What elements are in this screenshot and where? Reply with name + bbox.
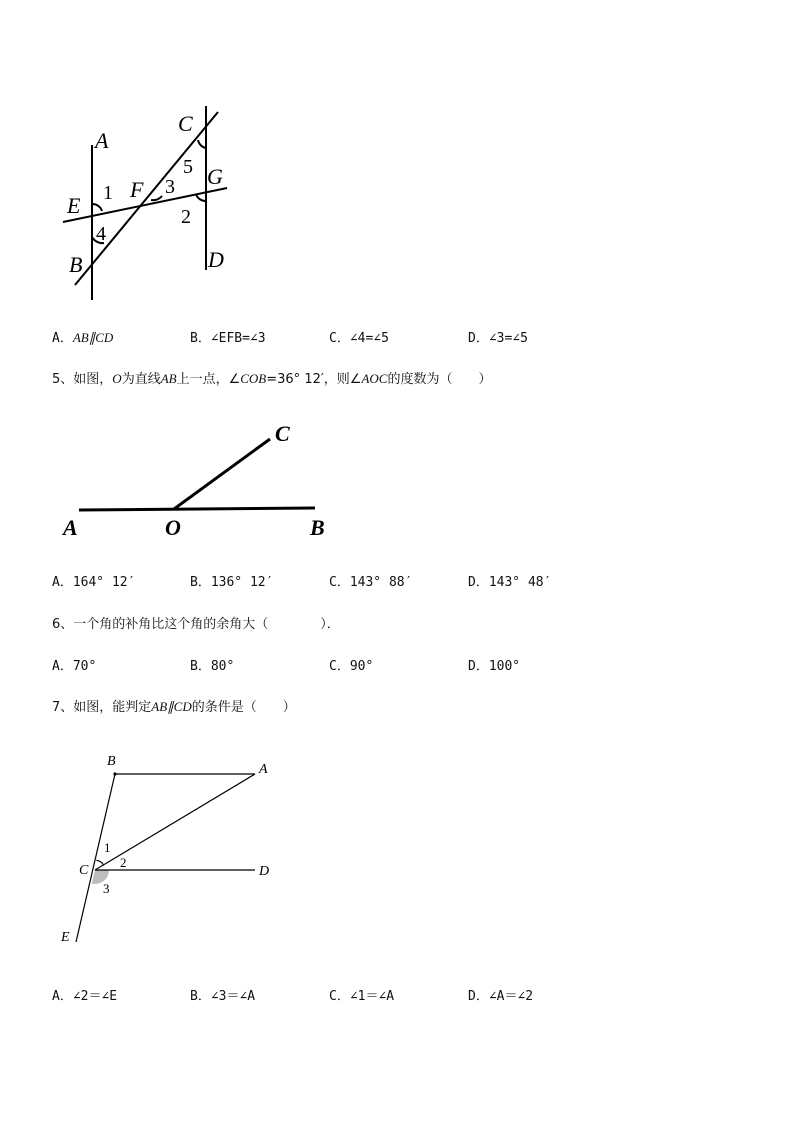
q4-options [52, 327, 612, 345]
angle-3-arc [151, 196, 162, 200]
label-a: A [63, 515, 78, 540]
label-e: E [61, 930, 70, 945]
angle-4-label: 4 [96, 223, 106, 245]
q7-figure [55, 748, 285, 948]
q7-option-d[interactable]: D．∠A＝∠2 [468, 989, 534, 1004]
q5-option-b[interactable]: B．136° 12′ [190, 575, 274, 590]
line-eg [63, 188, 227, 222]
label-c: C [275, 421, 290, 446]
q6-option-b[interactable]: B．80° [190, 659, 235, 674]
q5-option-c[interactable]: C．143° 88′ [329, 575, 413, 590]
q4-option-a[interactable]: A．AB∥CD [52, 330, 114, 346]
q5-option-d[interactable]: D．143° 48′ [468, 575, 552, 590]
q5-options [52, 571, 612, 589]
ray-oc [174, 439, 270, 509]
point-b [113, 772, 116, 775]
q5-text: 5、如图，O为直线AB上一点，∠COB=36° 12′，则∠AOC的度数为（ ） [52, 371, 492, 387]
line-be [76, 774, 115, 942]
q7-option-c[interactable]: C．∠1＝∠A [329, 989, 395, 1004]
label-a: A [95, 128, 109, 153]
q7-text: 7、如图，能判定AB∥CD的条件是（ ） [52, 699, 296, 715]
label-e: E [67, 193, 81, 218]
angle-5-arc [198, 140, 206, 148]
label-o: O [165, 515, 181, 540]
q4-figure [55, 100, 245, 305]
q6-options [52, 655, 612, 673]
q5-figure [55, 415, 345, 545]
line-aob [79, 508, 315, 510]
label-b: B [69, 252, 83, 277]
q4-option-b[interactable]: B．∠EFB=∠3 [190, 331, 266, 346]
q6-option-d[interactable]: D．100° [468, 659, 521, 674]
label-d: D [208, 247, 224, 272]
label-a: A [259, 762, 268, 777]
q6-option-c[interactable]: C．90° [329, 659, 374, 674]
angle-1-arc [96, 860, 103, 865]
label-d: D [259, 864, 270, 879]
angle-2-label: 2 [120, 855, 127, 870]
label-c: C [79, 863, 89, 878]
angle-1-label: 1 [104, 840, 111, 855]
label-g: G [207, 164, 223, 189]
q7-options [52, 985, 612, 1003]
label-c: C [178, 111, 193, 136]
angle-3-label: 3 [165, 176, 175, 198]
label-b: B [107, 754, 116, 769]
angle-1-label: 1 [103, 182, 113, 204]
label-b: B [310, 515, 325, 540]
q7-option-b[interactable]: B．∠3＝∠A [190, 989, 256, 1004]
label-f: F [130, 177, 144, 202]
angle-2-label: 2 [181, 206, 191, 228]
q6-text: 6、一个角的补角比这个角的余角大（ ）． [52, 617, 340, 632]
q4-option-d[interactable]: D．∠3=∠5 [468, 331, 528, 346]
angle-3-label: 3 [103, 881, 110, 896]
q7-option-a[interactable]: A．∠2＝∠E [52, 989, 118, 1004]
angle-5-label: 5 [183, 156, 193, 178]
angle-1-arc [92, 204, 102, 211]
q4-option-c[interactable]: C．∠4=∠5 [329, 331, 389, 346]
line-ca [95, 774, 255, 870]
q6-option-a[interactable]: A．70° [52, 659, 97, 674]
q5-option-a[interactable]: A．164° 12′ [52, 575, 136, 590]
